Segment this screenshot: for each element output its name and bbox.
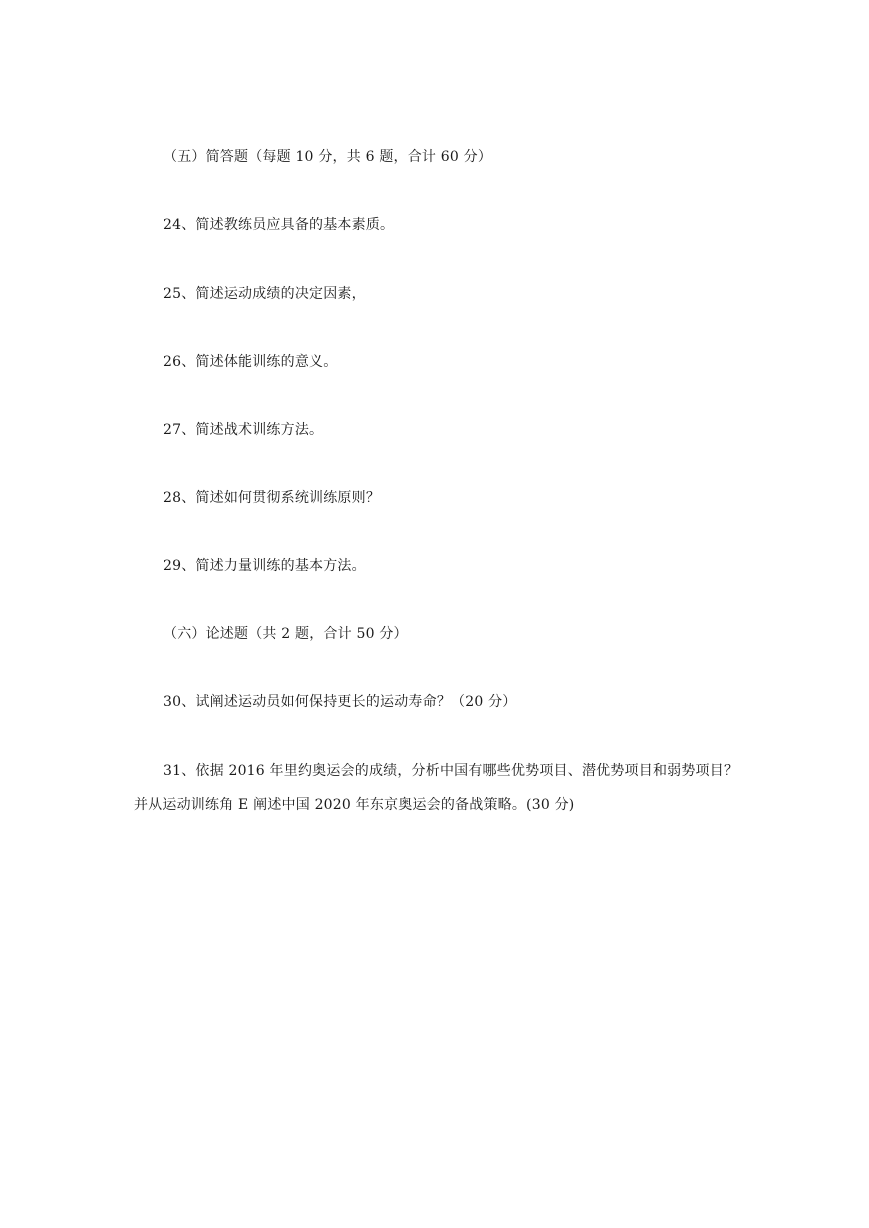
question-28: 28、简述如何贯彻系统训练原则？ xyxy=(163,490,381,506)
question-27: 27、简述战术训练方法。 xyxy=(163,422,324,438)
question-25: 25、简述运动成绩的决定因素， xyxy=(163,286,366,302)
question-31: 31、依据 2016 年里约奥运会的成绩，分析中国有哪些优势项目、潜优势项目和弱势项目？并从运动训练角 E 阐述中国 2020 年东京奥运会的备战策略。(30 分) xyxy=(134,763,739,813)
section-6-heading: （六）论述题（共 2 题，合计 50 分） xyxy=(163,626,408,642)
question-30: 30、试阐述运动员如何保持更长的运动寿命？（20 分） xyxy=(163,694,517,710)
section-5-heading: （五）简答题（每题 10 分，共 6 题，合计 60 分） xyxy=(163,149,493,165)
question-26: 26、简述体能训练的意义。 xyxy=(163,354,338,370)
question-29: 29、简述力量训练的基本方法。 xyxy=(163,558,366,574)
question-24: 24、简述教练员应具备的基本素质。 xyxy=(163,217,395,233)
